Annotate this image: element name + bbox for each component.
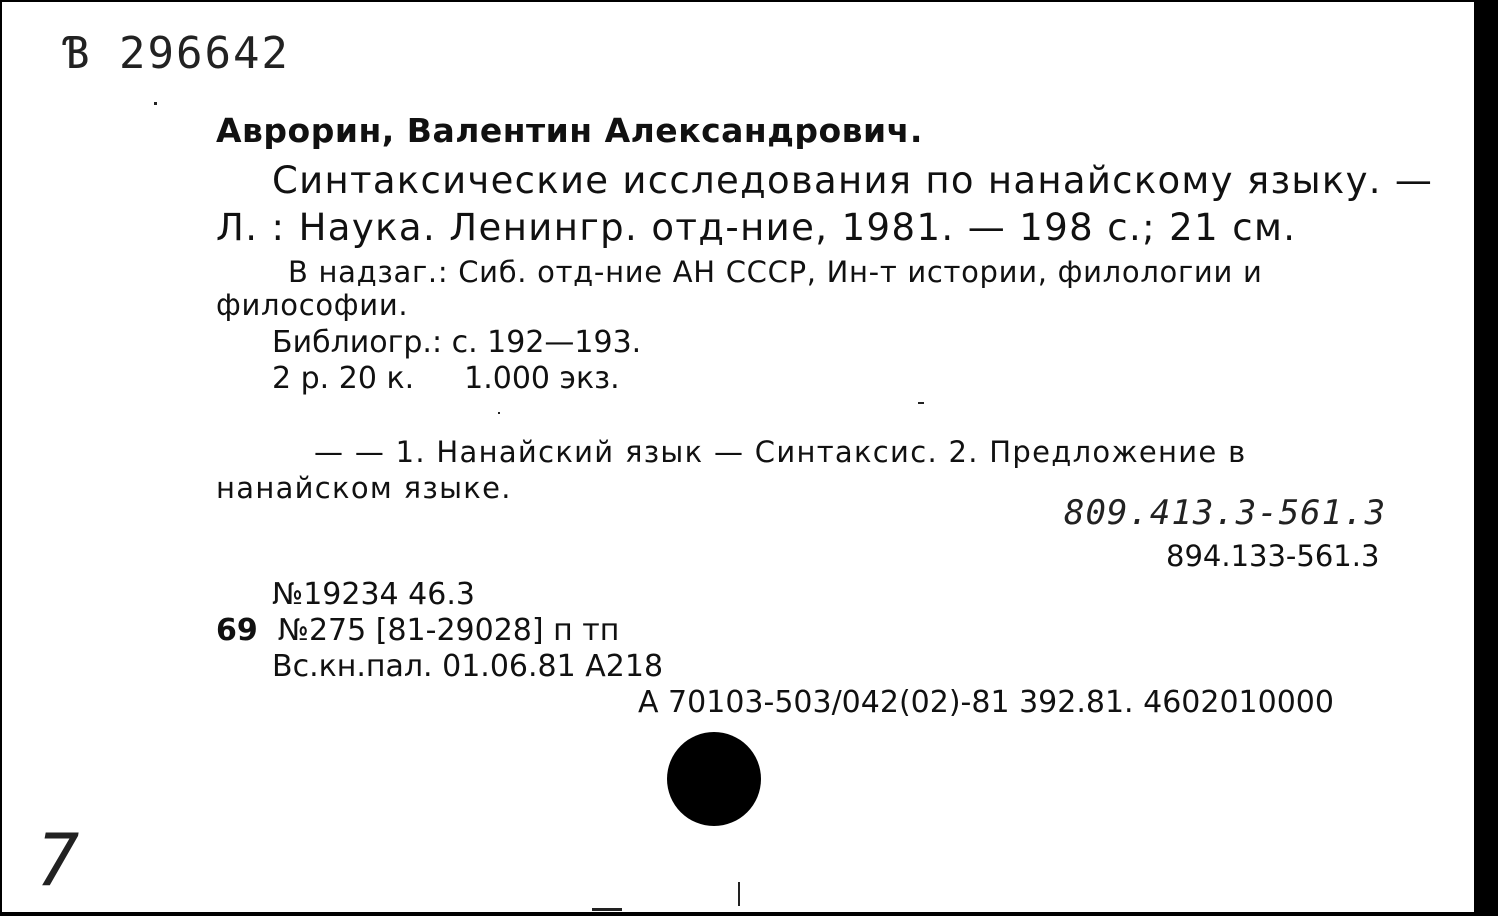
subjects-line-1: — — 1. Нанайский язык — Синтаксис. 2. Предложение в — [314, 435, 1247, 469]
handwritten-class-code: 809.413.3-561.3 — [1064, 493, 1387, 533]
isbn-line: А 70103-503/042(02)-81 392.81. 4602010000 — [638, 685, 1334, 720]
subjects-line-2: нанайском языке. — [216, 471, 512, 505]
handwritten-mark: 7 — [36, 818, 80, 902]
order-number-line — [216, 613, 620, 648]
note-line-2: философии. — [216, 288, 409, 322]
author-name: Аврорин, Валентин Александрович. — [216, 111, 923, 150]
note-line-1: В надзаг.: Сиб. отд-ние АН СССР, Ин-т истории, филологии и — [288, 255, 1263, 289]
ink-speck — [738, 882, 740, 906]
order-prefix: 69 — [216, 613, 258, 648]
catalog-card — [2, 2, 1474, 912]
price: 2 р. 20 к. — [272, 361, 415, 396]
registration-number-line: №19234 46.3 — [272, 577, 475, 612]
class-code: 894.133-561.3 — [1166, 539, 1380, 573]
ink-speck — [154, 102, 157, 105]
copies: 1.000 экз. — [464, 361, 620, 396]
order-number: №275 [81-29028] п тп — [277, 613, 620, 648]
title-line-1: Синтаксические исследования по нанайскому языку. — — [272, 159, 1434, 202]
bibliography-note: Библиогр.: с. 192—193. — [272, 325, 642, 360]
title-line-2: Л. : Наука. Ленингр. отд-ние, 1981. — 198 с.; 21 см. — [216, 206, 1297, 249]
punch-hole — [667, 732, 761, 826]
price-line — [272, 361, 620, 396]
ink-speck — [918, 402, 924, 404]
ink-speck — [592, 908, 622, 911]
ink-speck — [498, 412, 500, 414]
catalog-number: Ɓ 296642 — [62, 28, 290, 79]
chamber-date-line: Вс.кн.пал. 01.06.81 А218 — [272, 649, 664, 684]
